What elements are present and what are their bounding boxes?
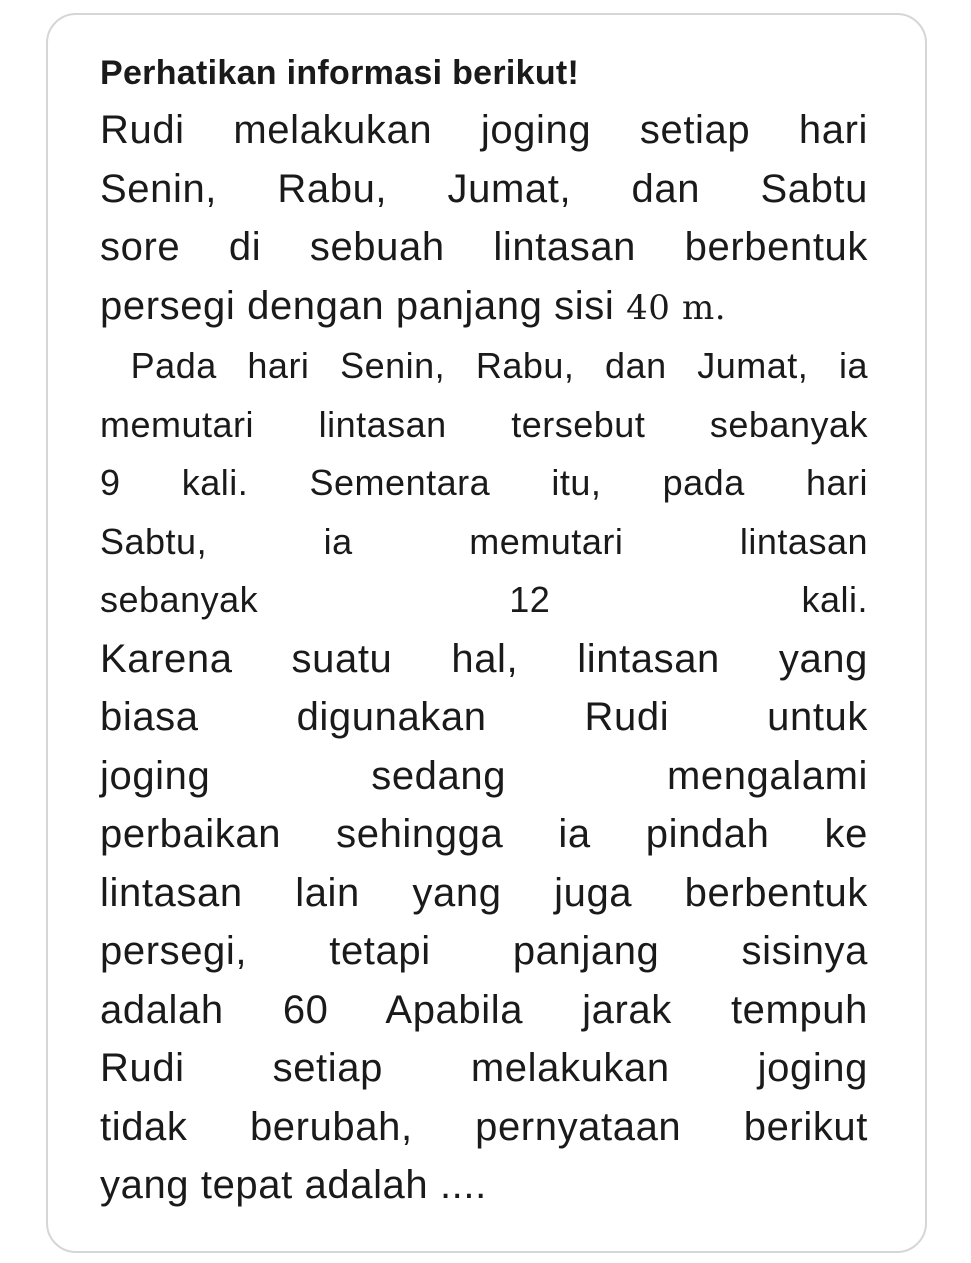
text-line: biasa digunakan Rudi untuk xyxy=(100,695,868,739)
text-line: Rudi melakukan joging setiap hari xyxy=(100,108,868,152)
text-line-with-math xyxy=(100,277,868,338)
question-content xyxy=(100,45,868,1215)
text-line: tidak berubah, pernyataan berikut xyxy=(100,1104,868,1149)
paragraph-3 xyxy=(100,630,868,1215)
text-line: persegi, tetapi panjang sisinya xyxy=(100,929,868,973)
text-line: Rudi setiap melakukan joging xyxy=(100,1046,868,1090)
text-line: sore di sebuah lintasan berbentuk xyxy=(100,225,868,269)
text-line: yang tepat adalah .... xyxy=(100,1163,487,1207)
question-card xyxy=(46,13,927,1253)
text-line: adalah 60 Apabila jarak tempuh xyxy=(100,987,868,1032)
text-line: Senin, Rabu, Jumat, dan Sabtu xyxy=(100,166,868,211)
text-line: joging sedang mengalami xyxy=(100,753,868,798)
text-line: perbaikan sehingga ia pindah ke xyxy=(100,812,868,856)
text-line: persegi dengan panjang sisi xyxy=(100,283,615,328)
math-expression: 40 m. xyxy=(626,287,727,328)
text-line: Sabtu, ia memutari lintasan xyxy=(100,520,868,562)
paragraph-1 xyxy=(100,101,868,337)
paragraph-2 xyxy=(100,337,868,630)
text-line: sebanyak 12 kali. xyxy=(100,579,868,620)
question-title: Perhatikan informasi berikut! xyxy=(100,54,580,92)
text-line: 9 kali. Sementara itu, pada hari xyxy=(100,462,868,503)
text-line: Pada hari Senin, Rabu, dan Jumat, ia xyxy=(100,345,868,386)
text-line: lintasan lain yang juga berbentuk xyxy=(100,870,868,915)
text-line: Karena suatu hal, lintasan yang xyxy=(100,636,868,681)
text-line: memutari lintasan tersebut sebanyak xyxy=(100,403,868,445)
